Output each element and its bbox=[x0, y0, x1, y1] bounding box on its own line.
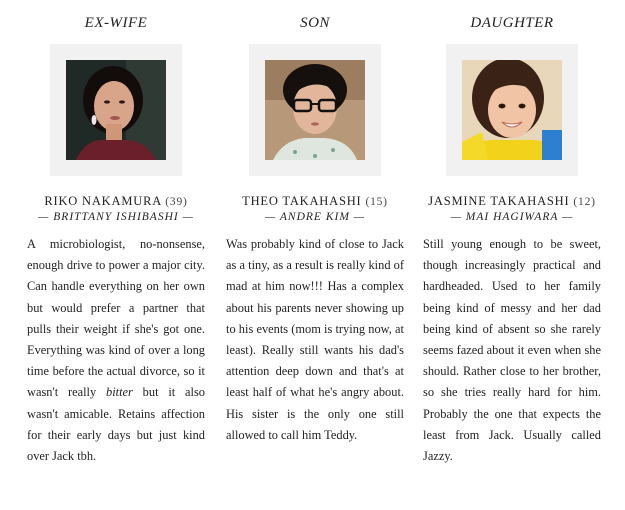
character-name-line bbox=[423, 194, 601, 209]
portrait-frame bbox=[50, 44, 182, 176]
character-age: (39) bbox=[165, 196, 188, 208]
bio-emphasis: bitter bbox=[106, 385, 133, 400]
character-bio: Still young enough to be sweet, though increasingly practical and hardheaded. Used to her family being kind of messy and her dad being kind of absent so she rarely seems fazed about it even when she should. Rather close to her brother, so she tries really hard for him. Probably the one that expects the least from Jack. Usually called Jazzy. bbox=[423, 237, 601, 464]
character-bio: Was probably kind of close to Jack as a tiny, as a result is really kind of mad at him now!!! Has a complex about his parents never showing up to his events (mom is trying now, at least). Really still wants his dad's attention deep down and that's at least half of what he's angry about. His sister is the only one still allowed to call him Teddy. bbox=[226, 237, 404, 442]
character-card-ex-wife bbox=[27, 0, 205, 467]
role-heading: EX-WIFE bbox=[84, 15, 148, 31]
actor-name: — BRITTANY ISHIBASHI — bbox=[38, 211, 194, 223]
character-name: JASMINE TAKAHASHI bbox=[428, 194, 570, 208]
bio-text-part: but it also wasn't amicable. Retains affection for their early days but just kind over Jack tbh. bbox=[27, 385, 205, 464]
portrait-frame bbox=[446, 44, 578, 176]
character-name: RIKO NAKAMURA bbox=[44, 194, 162, 208]
character-name-line bbox=[27, 194, 205, 209]
portrait-photo bbox=[462, 60, 562, 160]
character-name: THEO TAKAHASHI bbox=[242, 194, 362, 208]
portrait-photo bbox=[66, 60, 166, 160]
actor-name: — ANDRE KIM — bbox=[265, 211, 365, 223]
character-card-son bbox=[226, 0, 404, 446]
portrait-frame bbox=[249, 44, 381, 176]
bio-text-part: A microbiologist, no-nonsense, enough drive to power a major city. Can handle everything on her own but would prefer a partner that pulls their weight if she's got one. Everything was kind of over a long time before the actual divorce, so it wasn't really bbox=[27, 237, 205, 400]
role-heading: SON bbox=[300, 15, 330, 31]
role-heading: DAUGHTER bbox=[470, 15, 554, 31]
actor-name: — MAI HAGIWARA — bbox=[450, 211, 574, 223]
character-age: (12) bbox=[573, 196, 596, 208]
character-age: (15) bbox=[365, 196, 388, 208]
character-bio bbox=[27, 234, 205, 467]
portrait-photo bbox=[265, 60, 365, 160]
character-name-line bbox=[226, 194, 404, 209]
character-card-daughter bbox=[423, 0, 601, 467]
